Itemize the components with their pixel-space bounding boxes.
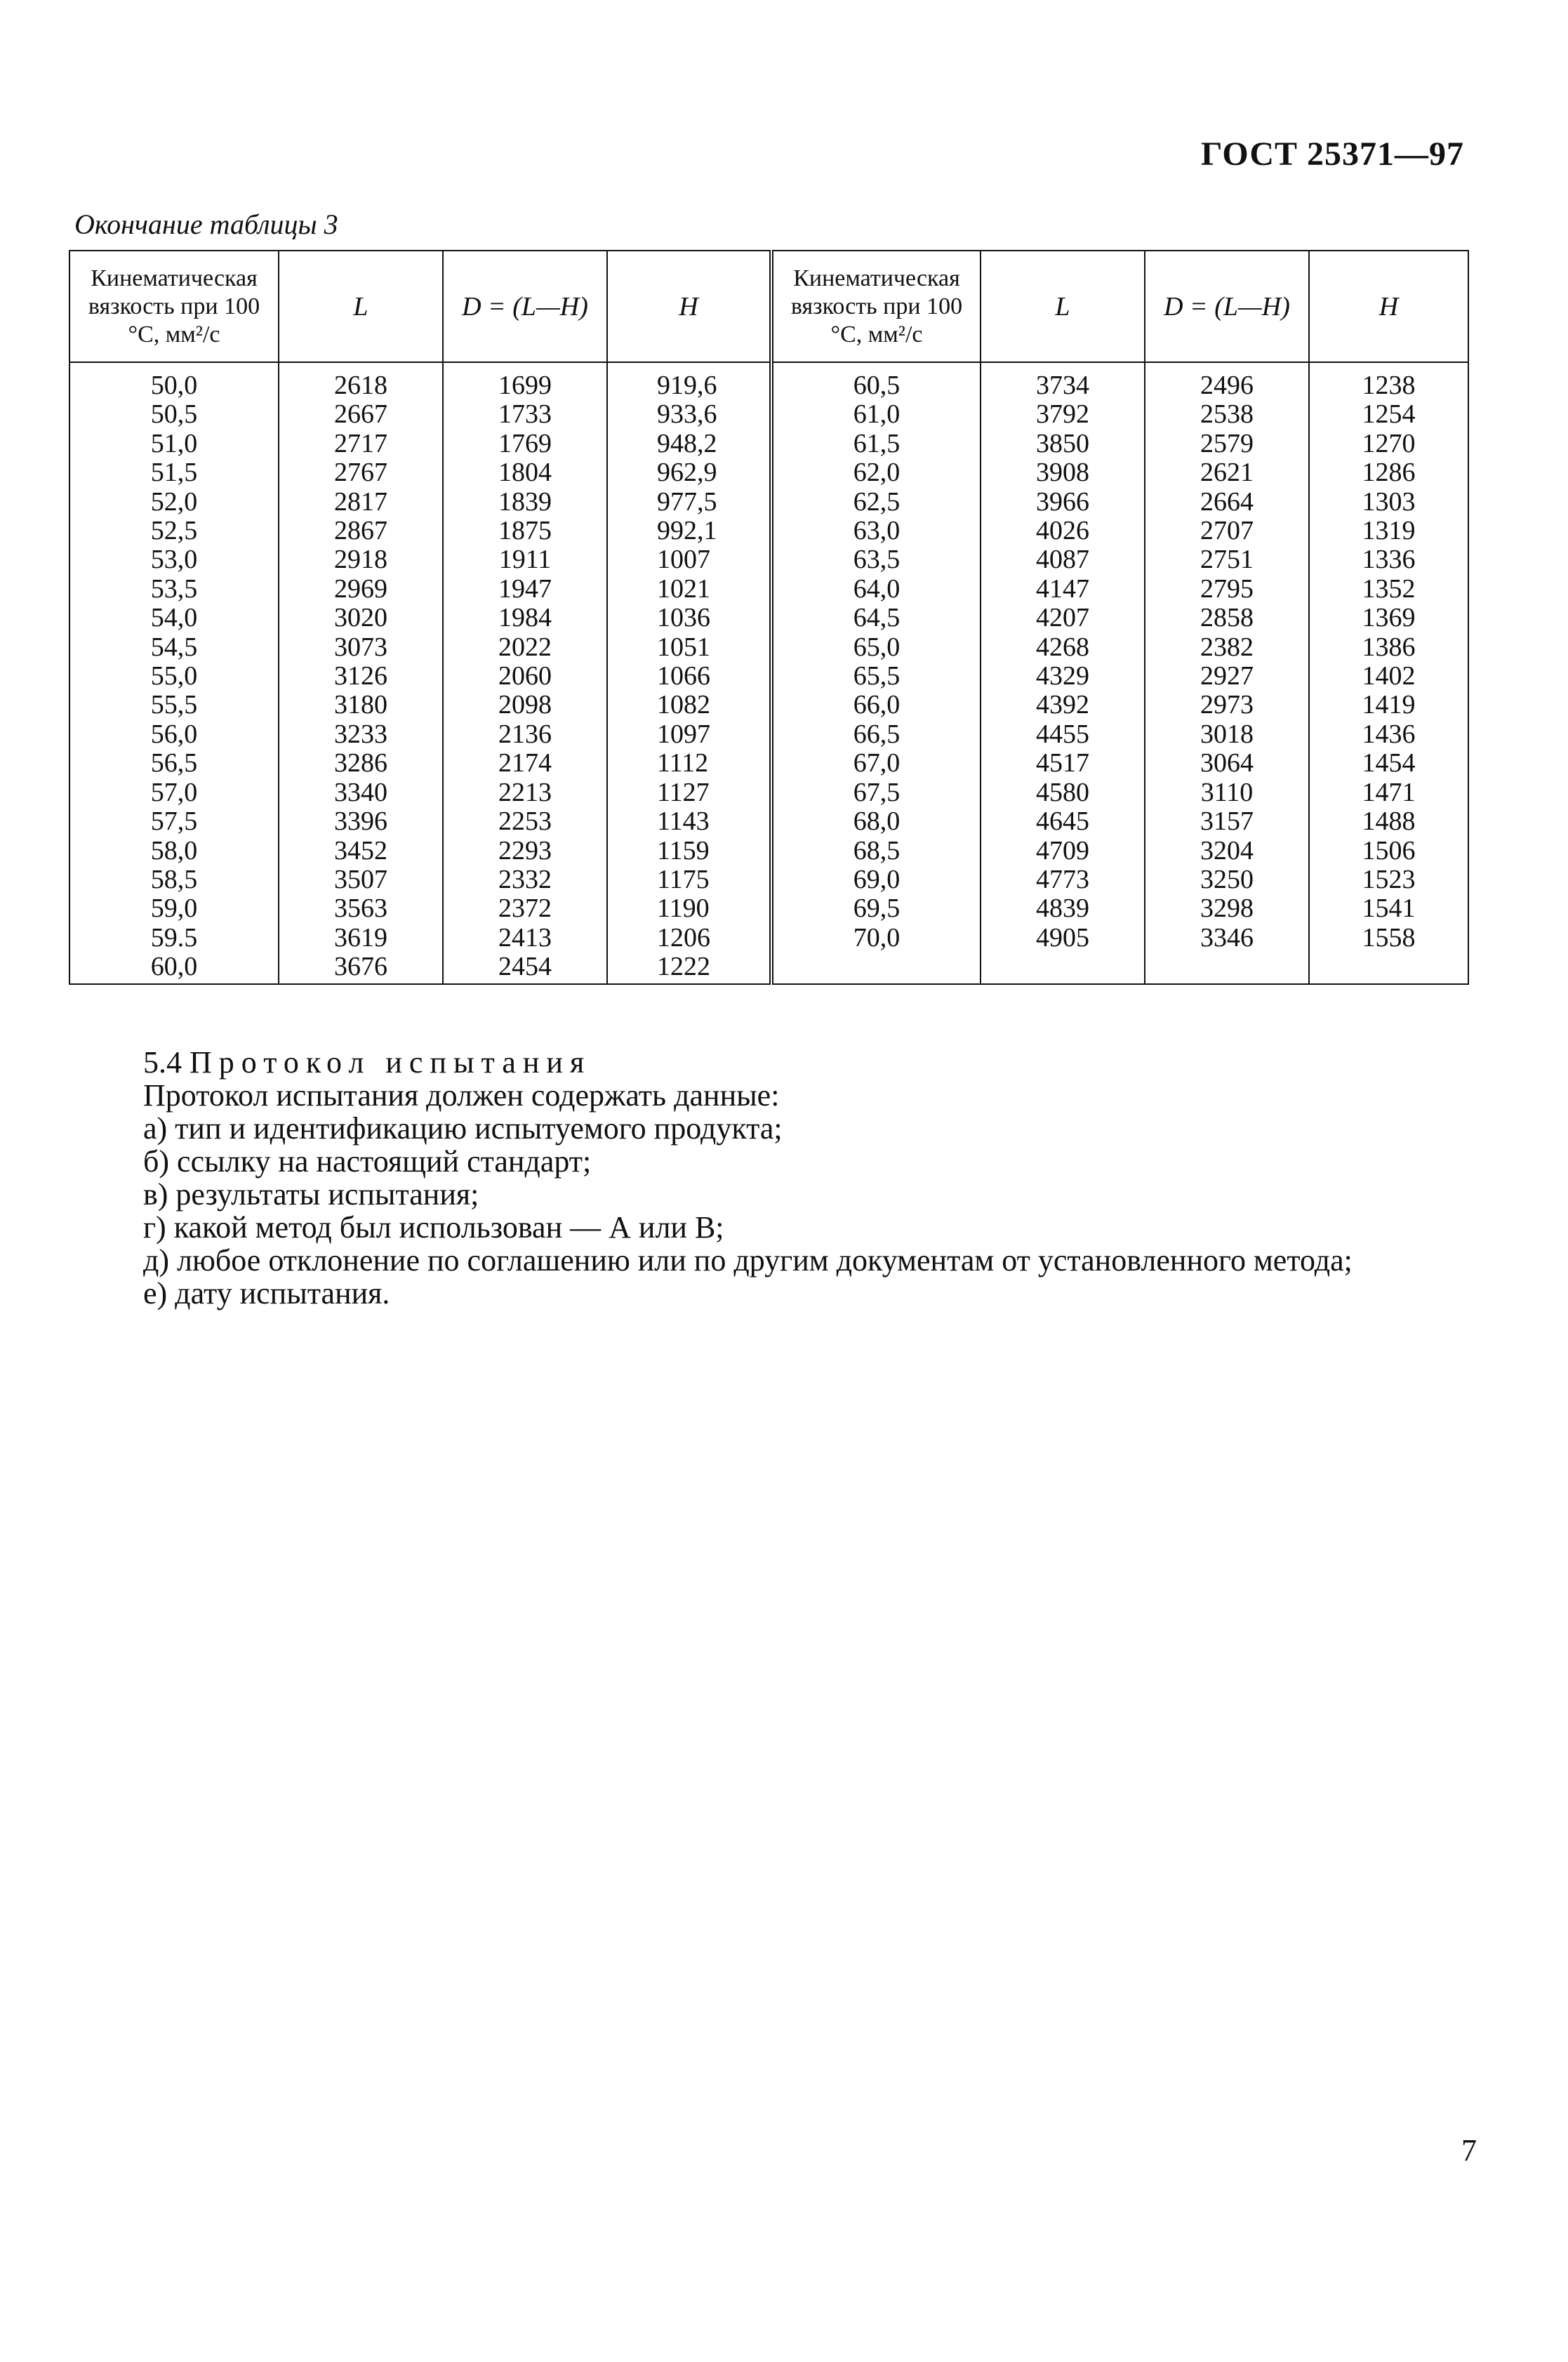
cell-viscosity-right: 60,5 [771,362,981,400]
cell-d-right: 3064 [1145,749,1309,778]
cell-d-left: 2372 [443,894,607,923]
cell-l-left: 2767 [279,458,443,487]
cell-l-left: 3286 [279,749,443,778]
cell-l-right: 4709 [981,837,1145,865]
cell-h-left: 1021 [607,575,771,604]
viscosity-table [69,250,1469,985]
cell-h-right: 1402 [1309,662,1468,691]
header-h-left: H [607,251,771,362]
cell-h-left: 1222 [607,953,771,983]
cell-h-right: 1270 [1309,430,1468,458]
cell-l-right: 3908 [981,458,1145,487]
header-h-right: H [1309,251,1468,362]
cell-d-right: 3110 [1145,778,1309,807]
cell-d-right: 2496 [1145,362,1309,400]
cell-viscosity-right: 69,0 [771,865,981,894]
cell-d-right: 2382 [1145,633,1309,662]
table-row [69,720,1468,749]
cell-viscosity-left: 53,5 [69,575,279,604]
cell-viscosity-left: 58,0 [69,837,279,865]
section-number: 5.4 [143,1045,182,1080]
table-caption: Окончание таблицы 3 [74,208,338,240]
cell-l-left: 2817 [279,488,443,517]
table-row [69,662,1468,691]
section-intro: Протокол испытания должен содержать данные: [143,1078,780,1113]
cell-viscosity-right: 62,5 [771,488,981,517]
table-row [69,953,1468,983]
cell-h-right: 1506 [1309,837,1468,865]
cell-l-left: 3563 [279,894,443,923]
cell-h-right: 1303 [1309,488,1468,517]
cell-l-left: 2717 [279,430,443,458]
cell-viscosity-right: 63,5 [771,545,981,574]
cell-h-right: 1286 [1309,458,1468,487]
cell-viscosity-right: 66,0 [771,691,981,719]
table-row [69,633,1468,662]
cell-h-left: 977,5 [607,488,771,517]
cell-viscosity-right: 62,0 [771,458,981,487]
cell-l-left: 3126 [279,662,443,691]
cell-viscosity-right: 68,5 [771,837,981,865]
cell-l-right: 4207 [981,604,1145,632]
table-header [69,251,1468,362]
cell-l-left: 2667 [279,400,443,429]
cell-h-left: 1206 [607,924,771,953]
cell-d-right: 3298 [1145,894,1309,923]
cell-viscosity-right: 65,0 [771,633,981,662]
cell-h-left: 919,6 [607,362,771,400]
cell-l-right: 4087 [981,545,1145,574]
test-report-section [143,1046,1353,1310]
cell-h-left: 1007 [607,545,771,574]
cell-viscosity-left: 54,5 [69,633,279,662]
cell-l-left: 3180 [279,691,443,719]
page-number: 7 [1461,2133,1477,2168]
cell-viscosity-left: 53,0 [69,545,279,574]
table-row [69,545,1468,574]
list-item: б) ссылку на настоящий стандарт; [143,1144,592,1179]
cell-h-right: 1319 [1309,517,1468,545]
cell-h-right: 1254 [1309,400,1468,429]
cell-l-right: 4580 [981,778,1145,807]
cell-viscosity-right: 61,0 [771,400,981,429]
cell-h-right: 1386 [1309,633,1468,662]
cell-d-right: 2579 [1145,430,1309,458]
cell-h-left: 1066 [607,662,771,691]
cell-l-right: 4645 [981,807,1145,836]
cell-l-right: 4517 [981,749,1145,778]
table-row [69,837,1468,865]
cell-l-right: 3792 [981,400,1145,429]
cell-d-left: 1947 [443,575,607,604]
list-item: г) какой метод был использован — А или В; [143,1210,724,1245]
cell-l-right [981,953,1145,983]
cell-d-left: 2174 [443,749,607,778]
cell-d-left: 2213 [443,778,607,807]
table-row [69,749,1468,778]
cell-h-left: 1190 [607,894,771,923]
cell-viscosity-right [771,953,981,983]
cell-h-left: 1051 [607,633,771,662]
cell-viscosity-right: 67,5 [771,778,981,807]
cell-d-right: 2707 [1145,517,1309,545]
cell-viscosity-right: 69,5 [771,894,981,923]
table-row [69,458,1468,487]
cell-l-right: 4147 [981,575,1145,604]
cell-d-right: 2538 [1145,400,1309,429]
cell-d-right: 2973 [1145,691,1309,719]
cell-d-left: 2098 [443,691,607,719]
table-row [69,894,1468,923]
table-row [69,400,1468,429]
cell-d-right: 3346 [1145,924,1309,953]
cell-h-left: 1159 [607,837,771,865]
cell-d-right: 2621 [1145,458,1309,487]
cell-viscosity-right: 63,0 [771,517,981,545]
cell-viscosity-left: 57,0 [69,778,279,807]
cell-l-left: 3507 [279,865,443,894]
list-item: а) тип и идентификацию испытуемого продукта; [143,1111,783,1146]
table-row [69,362,1468,400]
cell-d-right: 3204 [1145,837,1309,865]
header-l-left: L [279,251,443,362]
cell-viscosity-right: 65,5 [771,662,981,691]
header-viscosity-right: Кинематическая вязкость при 100 °С, мм²/с [771,251,981,362]
cell-d-left: 1839 [443,488,607,517]
cell-d-right: 2664 [1145,488,1309,517]
table-row [69,778,1468,807]
cell-d-left: 1804 [443,458,607,487]
cell-viscosity-left: 57,5 [69,807,279,836]
cell-d-right: 3250 [1145,865,1309,894]
cell-l-right: 4839 [981,894,1145,923]
cell-l-right: 4773 [981,865,1145,894]
cell-d-left: 2060 [443,662,607,691]
document-code: ГОСТ 25371—97 [1201,135,1464,173]
cell-l-right: 3850 [981,430,1145,458]
cell-viscosity-left: 52,0 [69,488,279,517]
table-row [69,807,1468,836]
table-row [69,430,1468,458]
cell-d-left: 1875 [443,517,607,545]
cell-d-left: 1984 [443,604,607,632]
header-l-right: L [981,251,1145,362]
table-row [69,604,1468,632]
cell-h-left: 1097 [607,720,771,749]
cell-h-left: 992,1 [607,517,771,545]
table-row [69,691,1468,719]
cell-h-right: 1523 [1309,865,1468,894]
cell-viscosity-left: 60,0 [69,953,279,983]
cell-l-right: 4905 [981,924,1145,953]
cell-l-right: 4329 [981,662,1145,691]
cell-d-left: 2022 [443,633,607,662]
table-row [69,865,1468,894]
cell-d-left: 1699 [443,362,607,400]
cell-h-left: 1143 [607,807,771,836]
table-body [69,362,1468,984]
cell-l-right: 3966 [981,488,1145,517]
list-item: д) любое отклонение по соглашению или по другим документам от установленного метода; [143,1243,1353,1278]
cell-viscosity-right: 67,0 [771,749,981,778]
cell-h-left: 962,9 [607,458,771,487]
header-viscosity-left: Кинематическая вязкость при 100 °С, мм²/с [69,251,279,362]
cell-h-left: 1036 [607,604,771,632]
cell-viscosity-left: 58,5 [69,865,279,894]
cell-h-right [1309,953,1468,983]
cell-h-left: 1112 [607,749,771,778]
cell-l-left: 3073 [279,633,443,662]
section-heading [143,1046,1353,1079]
cell-l-left: 3452 [279,837,443,865]
cell-d-left: 2332 [443,865,607,894]
cell-d-right: 3157 [1145,807,1309,836]
cell-d-right: 2858 [1145,604,1309,632]
cell-l-left: 2918 [279,545,443,574]
cell-l-left: 2969 [279,575,443,604]
cell-viscosity-left: 50,5 [69,400,279,429]
header-d-left: D = (L—H) [443,251,607,362]
cell-l-left: 2618 [279,362,443,400]
table-row [69,488,1468,517]
cell-d-left: 2454 [443,953,607,983]
cell-viscosity-left: 55,0 [69,662,279,691]
cell-l-right: 4026 [981,517,1145,545]
cell-viscosity-right: 64,0 [771,575,981,604]
cell-h-right: 1336 [1309,545,1468,574]
cell-viscosity-left: 59,0 [69,894,279,923]
cell-d-left: 2136 [443,720,607,749]
cell-l-right: 4268 [981,633,1145,662]
cell-h-right: 1471 [1309,778,1468,807]
cell-l-left: 3396 [279,807,443,836]
cell-viscosity-left: 51,0 [69,430,279,458]
cell-l-right: 3734 [981,362,1145,400]
cell-h-left: 1175 [607,865,771,894]
cell-d-left: 1911 [443,545,607,574]
cell-viscosity-left: 59.5 [69,924,279,953]
cell-l-left: 3676 [279,953,443,983]
cell-h-left: 948,2 [607,430,771,458]
cell-h-right: 1488 [1309,807,1468,836]
cell-l-left: 3233 [279,720,443,749]
cell-l-right: 4392 [981,691,1145,719]
cell-d-left: 2253 [443,807,607,836]
cell-viscosity-left: 54,0 [69,604,279,632]
cell-h-left: 1127 [607,778,771,807]
cell-viscosity-right: 70,0 [771,924,981,953]
cell-l-right: 4455 [981,720,1145,749]
cell-viscosity-left: 52,5 [69,517,279,545]
cell-viscosity-left: 55,5 [69,691,279,719]
cell-h-left: 1082 [607,691,771,719]
cell-h-right: 1352 [1309,575,1468,604]
cell-viscosity-right: 61,5 [771,430,981,458]
table-row [69,575,1468,604]
cell-viscosity-left: 50,0 [69,362,279,400]
cell-d-right: 2927 [1145,662,1309,691]
list-item: в) результаты испытания; [143,1177,479,1212]
table-row [69,924,1468,953]
cell-h-right: 1454 [1309,749,1468,778]
cell-l-left: 3619 [279,924,443,953]
cell-viscosity-left: 51,5 [69,458,279,487]
cell-h-right: 1369 [1309,604,1468,632]
cell-d-right [1145,953,1309,983]
cell-d-left: 1769 [443,430,607,458]
table-row [69,517,1468,545]
cell-h-right: 1558 [1309,924,1468,953]
list-item: е) дату испытания. [143,1276,390,1311]
cell-d-right: 2795 [1145,575,1309,604]
cell-d-left: 1733 [443,400,607,429]
cell-l-left: 2867 [279,517,443,545]
cell-l-left: 3340 [279,778,443,807]
cell-viscosity-right: 66,5 [771,720,981,749]
cell-d-left: 2413 [443,924,607,953]
cell-h-right: 1436 [1309,720,1468,749]
cell-viscosity-left: 56,0 [69,720,279,749]
cell-viscosity-right: 64,5 [771,604,981,632]
cell-h-left: 933,6 [607,400,771,429]
section-title: Протокол испытания [190,1045,592,1080]
cell-viscosity-right: 68,0 [771,807,981,836]
cell-h-right: 1238 [1309,362,1468,400]
cell-h-right: 1541 [1309,894,1468,923]
cell-d-right: 2751 [1145,545,1309,574]
cell-l-left: 3020 [279,604,443,632]
cell-h-right: 1419 [1309,691,1468,719]
header-d-right: D = (L—H) [1145,251,1309,362]
cell-d-left: 2293 [443,837,607,865]
cell-viscosity-left: 56,5 [69,749,279,778]
cell-d-right: 3018 [1145,720,1309,749]
